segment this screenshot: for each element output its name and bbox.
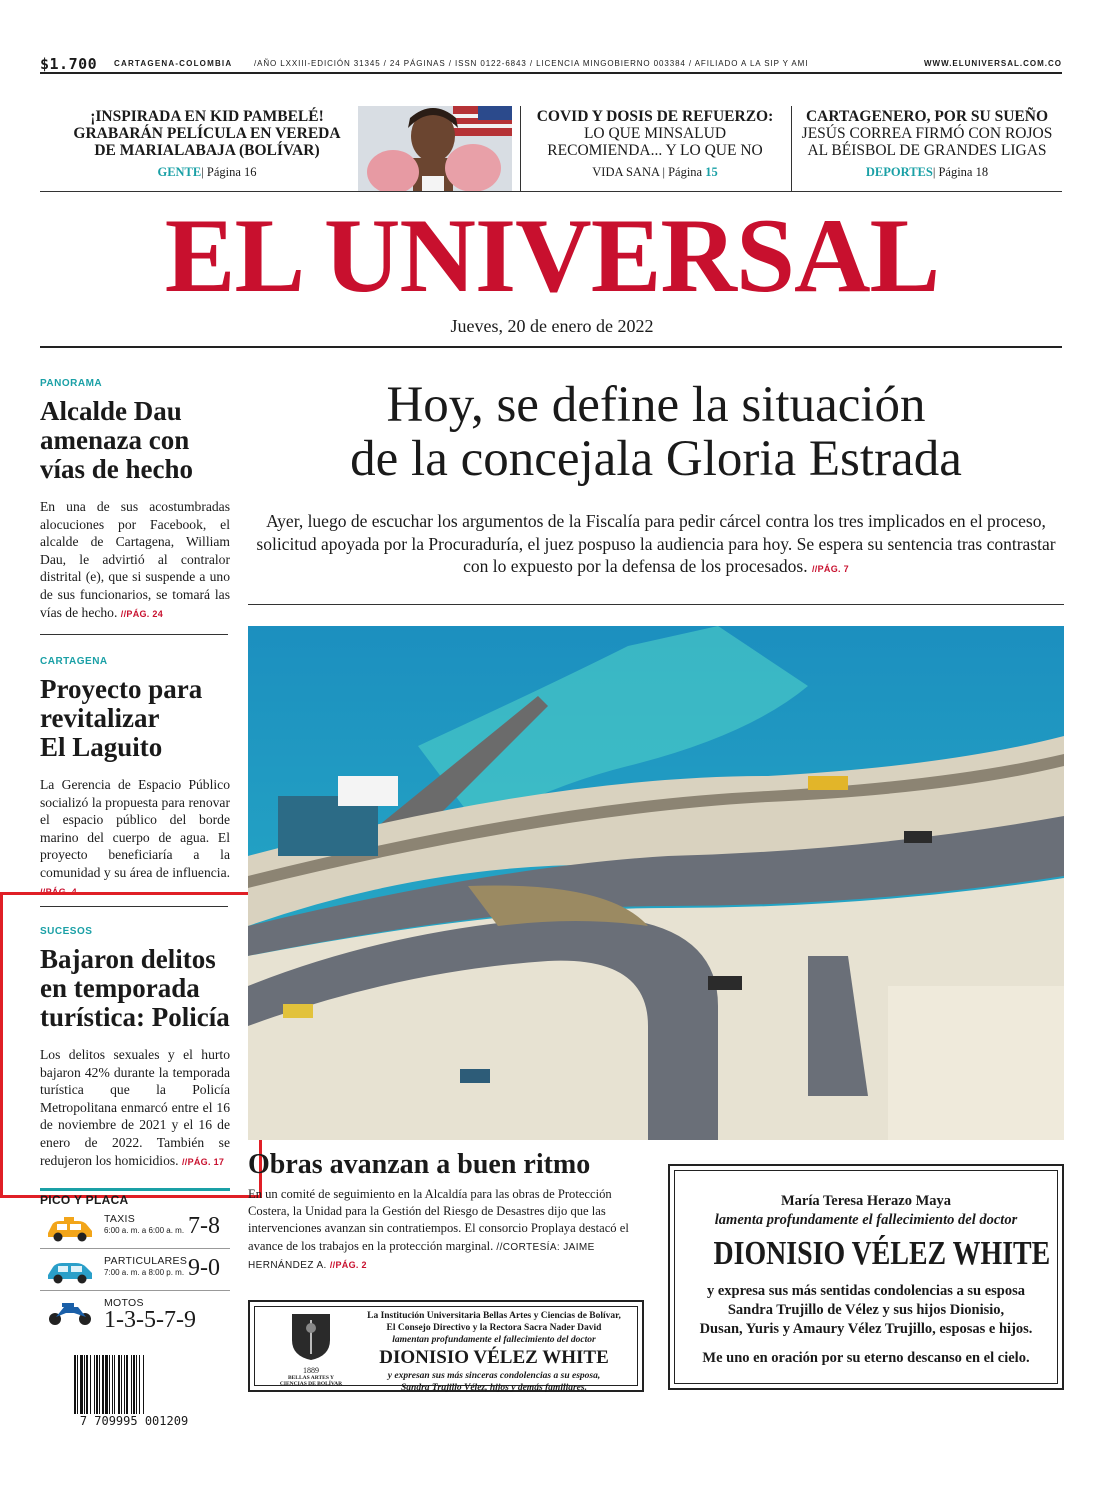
ad-line: lamentan profundamente el fallecimiento del doctor: [392, 1335, 596, 1345]
accent-bar: [40, 1188, 230, 1191]
dek-text: Ayer, luego de escuchar los argumentos de la Fiscalía para pedir cárcel contra los tres implicados en el proceso, solicitud apoyada por la Procuraduría, el juez pospuso la audiencia para hoy. Se espera su sentencia tras contrastar con lo expuesto por la defensa de los procesados.: [256, 511, 1056, 576]
aerial-coast-photo: [248, 626, 1064, 1140]
pico-placa-row: [40, 1207, 230, 1249]
teaser-headline: RECOMIENDA... Y LO QUE NO: [547, 142, 763, 159]
barcode-number: 7 709995 001209: [70, 1414, 198, 1428]
page-reference[interactable]: //PÁG. 4: [40, 886, 77, 897]
pico-placa-title: PICO Y PLACA: [40, 1193, 129, 1207]
teaser-footer: [62, 165, 352, 179]
restricted-digits: 7-8: [188, 1213, 220, 1239]
story-headline: [40, 675, 230, 762]
vehicle-type: MOTOS: [104, 1297, 144, 1309]
headline-line: El Laguito: [40, 732, 163, 762]
divider: [40, 346, 1062, 348]
headline-line: Alcalde Dau: [40, 396, 182, 426]
ad-line: El Consejo Directivo y la Rectora Sacra Nader David: [386, 1323, 602, 1333]
page-reference[interactable]: //PÁG. 17: [181, 1156, 225, 1167]
top-info-strip: [40, 55, 1062, 74]
body-text: La Gerencia de Espacio Público socializó la propuesta para renovar el espacio público del borde marino del cuerpo de agua. El proyecto beneficiaría a la comunidad y su área de influencia.: [40, 777, 230, 880]
teaser-footer: [530, 165, 780, 179]
section-kicker: CARTAGENA: [40, 656, 108, 667]
headline-line: en temporada: [40, 973, 200, 1003]
section-kicker: PANORAMA: [40, 378, 103, 389]
section-kicker: SUCESOS: [40, 926, 93, 937]
headline-line: de la concejala Gloria Estrada: [350, 431, 962, 487]
logo-text: BELLAS ARTES Y: [287, 1375, 335, 1381]
teaser-headline: COVID Y DOSIS DE REFUERZO:: [536, 108, 774, 125]
restriction-hours: 6:00 a. m. a 6:00 a. m.: [104, 1226, 185, 1235]
ad-text: [354, 1310, 634, 1394]
column-divider: [791, 106, 792, 192]
page-reference[interactable]: //PÁG. 7: [812, 564, 849, 574]
edition-info: /AÑO LXXIII-EDICIÓN 31345 / 24 PÁGINAS / ISSN 0122-6843 / LICENCIA MINGOBIERNO 003384 / AFILIADO A LA SIP Y AMI: [254, 59, 809, 68]
page-label: | Página: [932, 165, 976, 179]
pico-placa-row: [40, 1249, 230, 1291]
ad-line: lamenta profundamente el fallecimiento del doctor: [714, 1212, 1018, 1228]
column-divider: [520, 106, 521, 192]
body-text: En una de sus acostumbradas alocuciones por Facebook, el alcalde de Cartagena, William Dau, le advirtió al contralor distrital (e), que si suspende a uno de sus funcionarios, se tomará las vías de hecho.: [40, 499, 230, 620]
caption-text: En un comité de seguimiento en la Alcaldía para las obras de Protección Costera, la Unidad para la Gestión del Riesgo de Desastres dijo que las intervenciones avanzan sin contratiempos. El consorcio Proplaya destacó el avance de los trabajos en la protección marginal.: [248, 1187, 629, 1253]
section-label: VIDA SANA: [592, 165, 660, 179]
photo-caption: [248, 1186, 642, 1274]
teaser-headline: JESÚS CORREA FIRMÓ CON ROJOS: [801, 125, 1053, 142]
website-link[interactable]: WWW.ELUNIVERSAL.COM.CO: [924, 59, 1062, 68]
page-reference[interactable]: //PÁG. 2: [329, 1259, 367, 1270]
divider: [40, 191, 1062, 192]
teaser-headline: CARTAGENERO, POR SU SUEÑO: [805, 108, 1049, 125]
logo-year: 1889: [303, 1366, 319, 1375]
headline-line: vías de hecho: [40, 454, 194, 484]
teaser-headline: ¡INSPIRADA EN KID PAMBELÉ!: [90, 108, 324, 125]
pico-placa-box: [40, 1188, 230, 1333]
price: $1.700: [40, 55, 98, 73]
teaser-headline: GRABARÁN PELÍCULA EN VEREDA: [73, 125, 341, 142]
ad-text: [680, 1192, 1052, 1368]
page-reference[interactable]: //PÁG. 24: [120, 608, 164, 619]
story-body: [40, 498, 230, 623]
page-number: 18: [975, 165, 989, 179]
masthead-logo[interactable]: EL UNIVERSAL: [164, 197, 940, 314]
headline-line: Bajaron delitos: [40, 944, 216, 974]
deceased-name: DIONISIO VÉLEZ WHITE: [379, 1347, 609, 1368]
headline-line: turística: Policía: [40, 1002, 230, 1032]
page-number: 16: [244, 165, 257, 179]
city-label: CARTAGENA-COLOMBIA: [114, 59, 233, 68]
vehicle-type: PARTICULARES: [104, 1255, 188, 1267]
ad-line: y expresa sus más sentidas condolencias a su esposa: [707, 1283, 1025, 1299]
teaser-headline: LO QUE MINSALUD: [583, 125, 727, 142]
teaser-kid-pambele[interactable]: [62, 108, 352, 179]
highlight-box: [0, 892, 262, 1198]
teaser-headline: DE MARIALABAJA (BOLÍVAR): [94, 142, 320, 159]
pico-placa-row: [40, 1291, 230, 1333]
teaser-footer: [798, 165, 1056, 179]
edition-date: Jueves, 20 de enero de 2022: [450, 316, 654, 336]
motorcycle-icon: [44, 1299, 96, 1327]
ad-line: y expresan sus más sinceras condolencias a su esposa,: [387, 1371, 601, 1381]
story-body: [40, 776, 230, 901]
section-label: DEPORTES: [865, 165, 933, 179]
page-number: 15: [705, 165, 718, 179]
ad-line: Sandra Trujillo Vélez, hijos y demás familiares.: [401, 1383, 587, 1393]
divider: [40, 634, 228, 635]
main-headline[interactable]: [248, 378, 1064, 486]
photo-credit: //CORTESÍA: JAIME HERNÁNDEZ A.: [248, 1241, 595, 1271]
ad-line: Dusan, Yuris y Amaury Vélez Trujillo, esposas e hijos.: [699, 1321, 1033, 1337]
ad-sender: María Teresa Herazo Maya: [780, 1193, 952, 1209]
teaser-headline: AL BÉISBOL DE GRANDES LIGAS: [807, 142, 1047, 159]
section-label: GENTE: [157, 165, 202, 179]
teaser-covid[interactable]: [530, 108, 780, 179]
main-dek: [248, 510, 1064, 581]
ad-line: Sandra Trujillo de Vélez y sus hijos Dionisio,: [727, 1302, 1005, 1318]
crest-icon: [272, 1310, 350, 1362]
teaser-deportes[interactable]: [798, 108, 1056, 179]
restriction-hours: 7:00 a. m. a 8:00 p. m.: [104, 1268, 185, 1277]
vehicle-type: TAXIS: [104, 1213, 136, 1225]
story-cartagena[interactable]: [40, 656, 230, 901]
condolence-ad-family: [668, 1164, 1064, 1390]
page-label: | Página: [659, 165, 706, 179]
restricted-digits: 1-3-5-7-9: [104, 1307, 196, 1333]
headline-line: amenaza con: [40, 425, 190, 455]
restricted-digits: 9-0: [188, 1255, 220, 1281]
boxer-photo: [358, 106, 512, 192]
photo-headline[interactable]: Obras avanzan a buen ritmo: [248, 1149, 591, 1180]
car-icon: [44, 1257, 96, 1285]
ad-line: Me uno en oración por su eterno descanso en el cielo.: [702, 1350, 1030, 1366]
page-label: | Página: [201, 165, 245, 179]
ad-line: La Institución Universitaria Bellas Artes y Ciencias de Bolívar,: [367, 1311, 621, 1321]
condolence-ad-institution: [248, 1300, 644, 1392]
headline-line: revitalizar: [40, 703, 160, 733]
logo-text: CIENCIAS DE BOLÍVAR: [279, 1381, 343, 1387]
taxi-icon: [44, 1215, 96, 1243]
institution-logo: [272, 1310, 350, 1386]
deceased-name: DIONISIO VÉLEZ WHITE: [713, 1235, 1051, 1272]
story-headline: [40, 397, 230, 484]
headline-line: Hoy, se define la situación: [386, 377, 926, 433]
story-panorama[interactable]: [40, 378, 230, 623]
divider: [248, 604, 1064, 605]
headline-line: Proyecto para: [40, 674, 203, 704]
body-text: Los delitos sexuales y el hurto bajaron 42% durante la temporada turística que la Policía Metropolitana enmarcó entre el 16 de noviembre de 2021 y el 16 de enero de 2022. También se redujeron los homicidios.: [40, 1047, 230, 1168]
